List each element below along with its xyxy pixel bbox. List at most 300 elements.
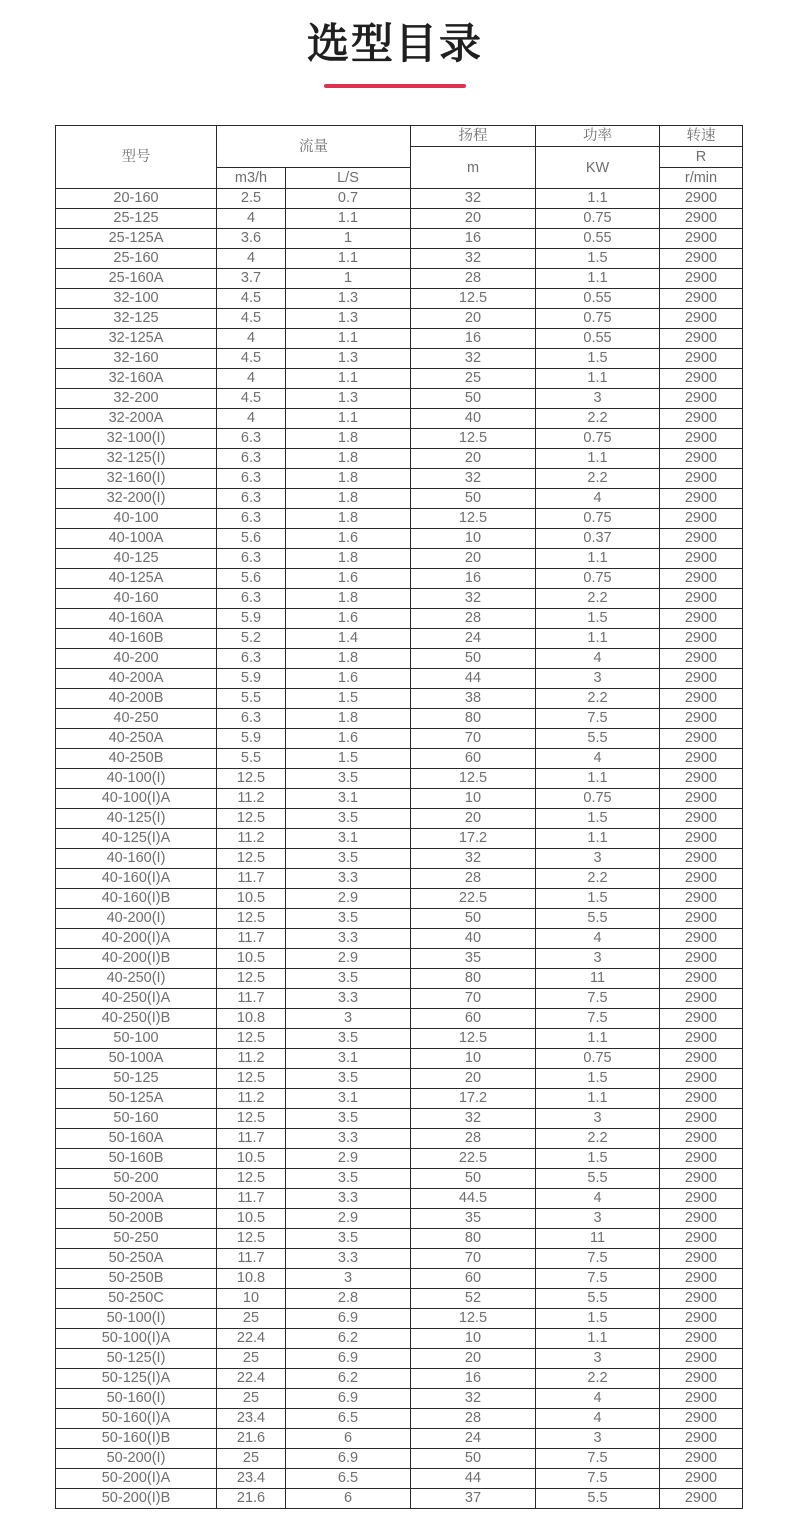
- table-cell: 3.5: [286, 1229, 411, 1249]
- table-cell: 11: [536, 1229, 660, 1249]
- table-row: [56, 609, 743, 629]
- table-cell: 5.5: [217, 749, 286, 769]
- table-cell: 40-160(I): [56, 849, 217, 869]
- table-cell: 0.75: [536, 309, 660, 329]
- table-cell: 10.5: [217, 889, 286, 909]
- table-cell: 2900: [660, 589, 743, 609]
- table-cell: 40-200: [56, 649, 217, 669]
- table-cell: 6.3: [217, 709, 286, 729]
- table-cell: 2900: [660, 1109, 743, 1129]
- table-cell: 3.5: [286, 1029, 411, 1049]
- table-cell: 20: [411, 549, 536, 569]
- table-cell: 3.6: [217, 229, 286, 249]
- header-head: 扬程: [411, 126, 536, 147]
- table-row: [56, 449, 743, 469]
- table-cell: 10.8: [217, 1009, 286, 1029]
- table-row: [56, 1449, 743, 1469]
- table-cell: 3.1: [286, 829, 411, 849]
- table-cell: 25-125A: [56, 229, 217, 249]
- table-cell: 6.3: [217, 649, 286, 669]
- table-cell: 50: [411, 1449, 536, 1469]
- table-row: [56, 709, 743, 729]
- table-cell: 2900: [660, 289, 743, 309]
- table-row: [56, 1089, 743, 1109]
- table-cell: 5.2: [217, 629, 286, 649]
- table-cell: 3.5: [286, 1069, 411, 1089]
- header-power-unit: KW: [536, 147, 660, 189]
- table-cell: 3.5: [286, 969, 411, 989]
- table-cell: 0.55: [536, 289, 660, 309]
- table-row: [56, 1309, 743, 1329]
- table-row: [56, 1389, 743, 1409]
- table-cell: 40-160B: [56, 629, 217, 649]
- table-cell: 0.75: [536, 509, 660, 529]
- table-cell: 32: [411, 589, 536, 609]
- table-row: [56, 1069, 743, 1089]
- table-cell: 5.9: [217, 609, 286, 629]
- table-cell: 3.3: [286, 1189, 411, 1209]
- table-cell: 3.5: [286, 769, 411, 789]
- table-cell: 6.3: [217, 489, 286, 509]
- table-cell: 80: [411, 709, 536, 729]
- table-cell: 1.6: [286, 729, 411, 749]
- table-cell: 2900: [660, 509, 743, 529]
- table-cell: 50-160(I)B: [56, 1429, 217, 1449]
- table-cell: 3: [536, 669, 660, 689]
- header-flow-unit-m3h: m3/h: [217, 168, 286, 189]
- table-cell: 16: [411, 329, 536, 349]
- table-cell: 11.2: [217, 1049, 286, 1069]
- table-cell: 3.7: [217, 269, 286, 289]
- table-cell: 6.3: [217, 589, 286, 609]
- table-cell: 4: [536, 1189, 660, 1209]
- table-cell: 20: [411, 1349, 536, 1369]
- table-cell: 4.5: [217, 389, 286, 409]
- table-row: [56, 1349, 743, 1369]
- table-cell: 32-200(I): [56, 489, 217, 509]
- table-cell: 7.5: [536, 1249, 660, 1269]
- table-cell: 1.1: [286, 249, 411, 269]
- table-cell: 3: [536, 949, 660, 969]
- table-cell: 50-100: [56, 1029, 217, 1049]
- table-cell: 1.3: [286, 309, 411, 329]
- table-cell: 16: [411, 569, 536, 589]
- table-cell: 17.2: [411, 1089, 536, 1109]
- table-cell: 40-100A: [56, 529, 217, 549]
- table-cell: 10.5: [217, 1149, 286, 1169]
- header-model: 型号: [56, 126, 217, 189]
- table-cell: 1.5: [536, 1149, 660, 1169]
- table-cell: 4.5: [217, 349, 286, 369]
- table-cell: 1.1: [286, 329, 411, 349]
- table-cell: 12.5: [217, 1169, 286, 1189]
- table-cell: 40-125A: [56, 569, 217, 589]
- table-cell: 2900: [660, 1329, 743, 1349]
- table-cell: 2.2: [536, 409, 660, 429]
- table-cell: 28: [411, 869, 536, 889]
- table-cell: 52: [411, 1289, 536, 1309]
- table-cell: 0.75: [536, 1049, 660, 1069]
- table-cell: 11.7: [217, 929, 286, 949]
- table-cell: 3.3: [286, 989, 411, 1009]
- table-cell: 2900: [660, 1169, 743, 1189]
- table-cell: 25: [217, 1449, 286, 1469]
- table-cell: 22.4: [217, 1329, 286, 1349]
- table-cell: 2900: [660, 269, 743, 289]
- header-flow: 流量: [217, 126, 411, 168]
- table-cell: 2900: [660, 769, 743, 789]
- table-cell: 2900: [660, 849, 743, 869]
- table-row: [56, 1289, 743, 1309]
- table-row: [56, 689, 743, 709]
- table-row: [56, 1409, 743, 1429]
- table-cell: 44.5: [411, 1189, 536, 1209]
- table-cell: 20: [411, 309, 536, 329]
- table-cell: 3.3: [286, 1129, 411, 1149]
- table-cell: 2900: [660, 1189, 743, 1209]
- table-cell: 16: [411, 1369, 536, 1389]
- table-row: [56, 889, 743, 909]
- table-cell: 2900: [660, 829, 743, 849]
- table-cell: 10: [217, 1289, 286, 1309]
- table-cell: 12.5: [411, 769, 536, 789]
- table-cell: 12.5: [217, 1069, 286, 1089]
- table-row: [56, 409, 743, 429]
- table-row: [56, 189, 743, 209]
- table-cell: 2900: [660, 429, 743, 449]
- table-cell: 2900: [660, 1069, 743, 1089]
- table-cell: 4: [536, 1409, 660, 1429]
- table-row: [56, 669, 743, 689]
- table-cell: 2900: [660, 1249, 743, 1269]
- table-cell: 25-160: [56, 249, 217, 269]
- table-cell: 40-250: [56, 709, 217, 729]
- header-speed-unit-rmin: r/min: [660, 168, 743, 189]
- table-cell: 2900: [660, 1049, 743, 1069]
- table-cell: 50: [411, 489, 536, 509]
- table-cell: 6.3: [217, 509, 286, 529]
- table-cell: 60: [411, 1269, 536, 1289]
- table-cell: 2900: [660, 1289, 743, 1309]
- table-row: [56, 789, 743, 809]
- header-power: 功率: [536, 126, 660, 147]
- table-cell: 40-100(I)A: [56, 789, 217, 809]
- table-cell: 0.75: [536, 789, 660, 809]
- table-cell: 2900: [660, 249, 743, 269]
- title-underline-accent: [324, 84, 466, 88]
- table-cell: 7.5: [536, 1269, 660, 1289]
- table-cell: 10.5: [217, 949, 286, 969]
- table-cell: 1.5: [536, 609, 660, 629]
- table-row: [56, 1109, 743, 1129]
- table-row: [56, 349, 743, 369]
- table-cell: 2900: [660, 389, 743, 409]
- table-cell: 4.5: [217, 289, 286, 309]
- table-cell: 40-250(I)B: [56, 1009, 217, 1029]
- table-cell: 32-160: [56, 349, 217, 369]
- table-cell: 1.5: [286, 689, 411, 709]
- table-cell: 2900: [660, 629, 743, 649]
- table-cell: 2900: [660, 369, 743, 389]
- table-cell: 25: [217, 1389, 286, 1409]
- table-cell: 35: [411, 1209, 536, 1229]
- table-cell: 3.3: [286, 1249, 411, 1269]
- table-cell: 50-200(I)A: [56, 1469, 217, 1489]
- table-cell: 2900: [660, 1489, 743, 1509]
- table-cell: 5.6: [217, 569, 286, 589]
- table-cell: 5.5: [217, 689, 286, 709]
- table-cell: 11.7: [217, 869, 286, 889]
- table-row: [56, 429, 743, 449]
- table-cell: 50: [411, 649, 536, 669]
- table-cell: 2900: [660, 1229, 743, 1249]
- table-cell: 24: [411, 1429, 536, 1449]
- table-cell: 50-200: [56, 1169, 217, 1189]
- table-cell: 11.7: [217, 1249, 286, 1269]
- table-cell: 25-160A: [56, 269, 217, 289]
- table-cell: 32-125A: [56, 329, 217, 349]
- table-cell: 3.1: [286, 789, 411, 809]
- table-cell: 40-200(I)A: [56, 929, 217, 949]
- table-cell: 1.8: [286, 449, 411, 469]
- table-row: [56, 1129, 743, 1149]
- table-cell: 1.5: [536, 889, 660, 909]
- table-row: [56, 1329, 743, 1349]
- table-cell: 1.8: [286, 549, 411, 569]
- table-cell: 2900: [660, 1309, 743, 1329]
- table-row: [56, 489, 743, 509]
- table-cell: 5.5: [536, 1489, 660, 1509]
- table-cell: 50-200(I): [56, 1449, 217, 1469]
- table-cell: 44: [411, 669, 536, 689]
- table-row: [56, 869, 743, 889]
- table-cell: 50: [411, 909, 536, 929]
- table-row: [56, 949, 743, 969]
- table-row: [56, 1249, 743, 1269]
- table-cell: 4: [536, 929, 660, 949]
- table-cell: 6.3: [217, 469, 286, 489]
- table-row: [56, 749, 743, 769]
- table-cell: 0.75: [536, 209, 660, 229]
- table-cell: 10: [411, 1049, 536, 1069]
- table-cell: 2900: [660, 329, 743, 349]
- table-cell: 2900: [660, 1209, 743, 1229]
- table-cell: 32-125: [56, 309, 217, 329]
- table-cell: 1.1: [286, 369, 411, 389]
- table-cell: 44: [411, 1469, 536, 1489]
- table-cell: 12.5: [411, 289, 536, 309]
- table-cell: 11.2: [217, 789, 286, 809]
- table-cell: 40-100(I): [56, 769, 217, 789]
- table-cell: 2900: [660, 1469, 743, 1489]
- table-cell: 1.5: [536, 349, 660, 369]
- table-cell: 11.7: [217, 1129, 286, 1149]
- table-cell: 50-125(I)A: [56, 1369, 217, 1389]
- table-cell: 40-250B: [56, 749, 217, 769]
- table-cell: 2900: [660, 229, 743, 249]
- table-row: [56, 929, 743, 949]
- table-cell: 24: [411, 629, 536, 649]
- table-cell: 2900: [660, 1409, 743, 1429]
- table-cell: 40-160: [56, 589, 217, 609]
- table-cell: 70: [411, 1249, 536, 1269]
- table-cell: 1.8: [286, 429, 411, 449]
- table-cell: 32: [411, 1389, 536, 1409]
- table-cell: 50-250: [56, 1229, 217, 1249]
- table-cell: 1.6: [286, 529, 411, 549]
- table-cell: 1.1: [286, 409, 411, 429]
- table-cell: 1.4: [286, 629, 411, 649]
- table-cell: 38: [411, 689, 536, 709]
- table-cell: 28: [411, 1409, 536, 1429]
- table-cell: 1.3: [286, 289, 411, 309]
- table-cell: 1.5: [536, 809, 660, 829]
- table-cell: 3.1: [286, 1089, 411, 1109]
- table-cell: 50-160(I)A: [56, 1409, 217, 1429]
- table-cell: 3: [536, 1109, 660, 1129]
- table-row: [56, 569, 743, 589]
- table-cell: 2900: [660, 649, 743, 669]
- table-cell: 2900: [660, 1429, 743, 1449]
- table-cell: 40-160(I)A: [56, 869, 217, 889]
- table-row: [56, 1469, 743, 1489]
- table-cell: 2900: [660, 749, 743, 769]
- table-cell: 11.7: [217, 989, 286, 1009]
- table-cell: 32-125(I): [56, 449, 217, 469]
- table-cell: 50: [411, 1169, 536, 1189]
- table-cell: 2.9: [286, 1209, 411, 1229]
- table-cell: 3: [536, 1429, 660, 1449]
- table-cell: 2.2: [536, 1369, 660, 1389]
- table-cell: 1.1: [536, 1089, 660, 1109]
- table-cell: 3.3: [286, 869, 411, 889]
- table-cell: 1.1: [536, 189, 660, 209]
- table-cell: 1.1: [536, 549, 660, 569]
- table-cell: 20: [411, 449, 536, 469]
- table-row: [56, 1049, 743, 1069]
- table-cell: 2900: [660, 409, 743, 429]
- table-cell: 1.1: [536, 369, 660, 389]
- table-cell: 40-200(I): [56, 909, 217, 929]
- table-cell: 28: [411, 269, 536, 289]
- table-cell: 3: [536, 389, 660, 409]
- table-cell: 40-125(I): [56, 809, 217, 829]
- table-cell: 70: [411, 989, 536, 1009]
- table-cell: 28: [411, 1129, 536, 1149]
- table-cell: 32: [411, 189, 536, 209]
- table-cell: 25: [217, 1309, 286, 1329]
- table-cell: 2900: [660, 869, 743, 889]
- table-cell: 2900: [660, 809, 743, 829]
- table-cell: 5.5: [536, 1289, 660, 1309]
- table-cell: 6.3: [217, 549, 286, 569]
- table-cell: 10.8: [217, 1269, 286, 1289]
- table-cell: 40: [411, 409, 536, 429]
- table-row: [56, 549, 743, 569]
- table-cell: 1.8: [286, 709, 411, 729]
- table-cell: 2900: [660, 949, 743, 969]
- table-row: [56, 229, 743, 249]
- table-cell: 2900: [660, 1029, 743, 1049]
- table-cell: 2.9: [286, 889, 411, 909]
- table-cell: 37: [411, 1489, 536, 1509]
- table-cell: 2.8: [286, 1289, 411, 1309]
- table-cell: 40-160(I)B: [56, 889, 217, 909]
- table-cell: 7.5: [536, 1449, 660, 1469]
- table-cell: 50-125: [56, 1069, 217, 1089]
- table-cell: 25-125: [56, 209, 217, 229]
- table-cell: 32-160A: [56, 369, 217, 389]
- table-cell: 3.5: [286, 849, 411, 869]
- table-row: [56, 969, 743, 989]
- table-cell: 20: [411, 209, 536, 229]
- table-cell: 1.6: [286, 669, 411, 689]
- table-cell: 32-160(I): [56, 469, 217, 489]
- table-row: [56, 589, 743, 609]
- table-cell: 23.4: [217, 1469, 286, 1489]
- table-cell: 6.2: [286, 1369, 411, 1389]
- table-cell: 2900: [660, 709, 743, 729]
- table-cell: 6.9: [286, 1449, 411, 1469]
- table-cell: 70: [411, 729, 536, 749]
- table-cell: 40-250(I): [56, 969, 217, 989]
- table-row: [56, 1369, 743, 1389]
- table-cell: 2900: [660, 189, 743, 209]
- table-row: [56, 1429, 743, 1449]
- table-cell: 1.5: [536, 249, 660, 269]
- table-row: [56, 289, 743, 309]
- table-row: [56, 1209, 743, 1229]
- table-cell: 12.5: [217, 969, 286, 989]
- table-cell: 17.2: [411, 829, 536, 849]
- table-cell: 1.1: [536, 1029, 660, 1049]
- table-cell: 40-250(I)A: [56, 989, 217, 1009]
- table-cell: 32-100: [56, 289, 217, 309]
- table-cell: 0.75: [536, 429, 660, 449]
- table-cell: 12.5: [217, 909, 286, 929]
- table-cell: 0.75: [536, 569, 660, 589]
- table-cell: 6.9: [286, 1389, 411, 1409]
- table-row: [56, 529, 743, 549]
- table-cell: 80: [411, 1229, 536, 1249]
- table-cell: 50-200B: [56, 1209, 217, 1229]
- table-row: [56, 209, 743, 229]
- table-cell: 3: [536, 849, 660, 869]
- table-cell: 2900: [660, 1369, 743, 1389]
- table-cell: 11: [536, 969, 660, 989]
- table-cell: 10: [411, 1329, 536, 1349]
- table-cell: 12.5: [217, 809, 286, 829]
- table-cell: 2900: [660, 909, 743, 929]
- table-cell: 0.55: [536, 229, 660, 249]
- header-speed: 转速: [660, 126, 743, 147]
- table-cell: 32-100(I): [56, 429, 217, 449]
- table-cell: 3.5: [286, 1169, 411, 1189]
- table-cell: 80: [411, 969, 536, 989]
- table-cell: 2.2: [536, 589, 660, 609]
- table-cell: 4.5: [217, 309, 286, 329]
- table-cell: 6.2: [286, 1329, 411, 1349]
- table-cell: 2.2: [536, 1129, 660, 1149]
- table-cell: 35: [411, 949, 536, 969]
- table-cell: 3.5: [286, 1109, 411, 1129]
- table-cell: 2900: [660, 449, 743, 469]
- table-cell: 40-250A: [56, 729, 217, 749]
- table-cell: 2900: [660, 1089, 743, 1109]
- table-row: [56, 309, 743, 329]
- table-row: [56, 1149, 743, 1169]
- table-cell: 1.1: [536, 829, 660, 849]
